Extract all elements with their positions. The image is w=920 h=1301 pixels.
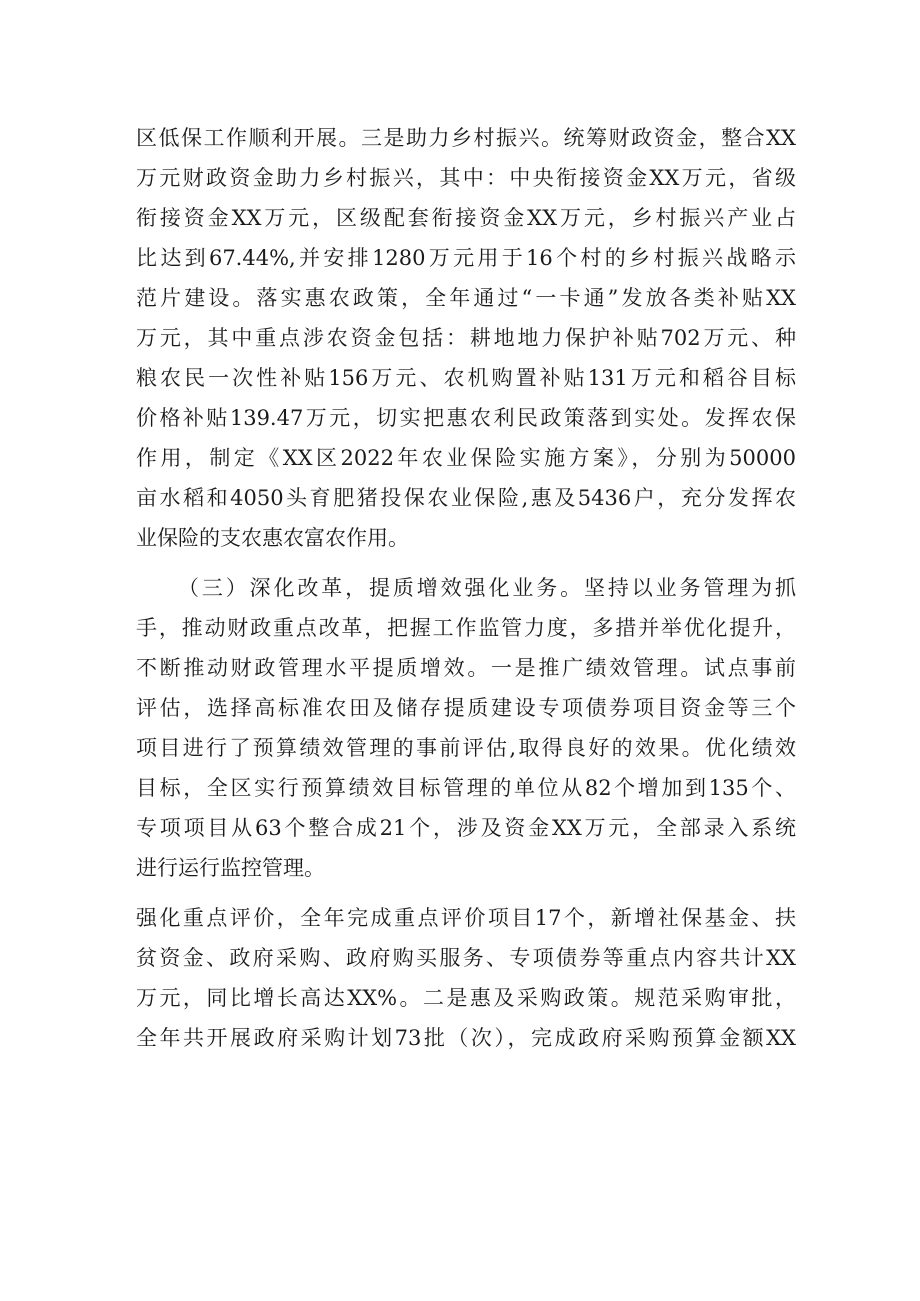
text-line-18: 专项项目从63个整合成21个，涉及资金XX万元，全部录入系统: [136, 816, 796, 840]
text-line-23: 全年共开展政府采购计划73批（次），完成政府采购预算金额XX: [136, 1026, 796, 1050]
text-line-21: 贫资金、政府采购、政府购买服务、专项债券等重点内容共计XX: [136, 946, 796, 970]
section-heading-line: （三）深化改革，提质增效强化业务。坚持以业务管理为抓: [178, 576, 796, 600]
text-line-13: 手，推动财政重点改革，把握工作监管力度，多措并举优化提升，: [136, 616, 796, 640]
text-line-3: 衔接资金XX万元，区级配套衔接资金XX万元，乡村振兴产业占: [136, 206, 796, 230]
text-line-5: 范片建设。落实惠农政策，全年通过“一卡通”发放各类补贴XX: [136, 286, 796, 310]
text-line-4: 比达到67.44%,并安排1280万元用于16个村的乡村振兴战略示: [136, 246, 796, 270]
text-line-15: 评估，选择高标准农田及储存提质建设专项债券项目资金等三个: [136, 696, 796, 720]
text-line-6: 万元，其中重点涉农资金包括：耕地地力保护补贴702万元、种: [136, 326, 796, 350]
text-line-20: 强化重点评价，全年完成重点评价项目17个，新增社保基金、扶: [136, 906, 796, 930]
text-line-9: 作用，制定《XX区2022年农业保险实施方案》，分别为50000: [136, 446, 796, 470]
text-line-17: 目标，全区实行预算绩效目标管理的单位从82个增加到135个、: [136, 776, 796, 800]
text-line-16: 项目进行了预算绩效管理的事前评估,取得良好的效果。优化绩效: [136, 736, 796, 760]
text-line-22: 万元，同比增长高达XX%。二是惠及采购政策。规范采购审批，: [136, 986, 796, 1010]
text-line-7: 粮农民一次性补贴156万元、农机购置补贴131万元和稻谷目标: [136, 366, 796, 390]
text-line-2: 万元财政资金助力乡村振兴，其中：中央衔接资金XX万元，省级: [136, 166, 796, 190]
text-line-11: 业保险的支农惠农富农作用。: [136, 526, 409, 550]
text-line-14: 不断推动财政管理水平提质增效。一是推广绩效管理。试点事前: [136, 656, 796, 680]
text-line-10: 亩水稻和4050头育肥猪投保农业保险,惠及5436户，充分发挥农: [136, 486, 796, 510]
text-line-1: 区低保工作顺利开展。三是助力乡村振兴。统筹财政资金，整合XX: [136, 126, 796, 150]
text-line-19: 进行运行监控管理。: [136, 856, 325, 880]
text-line-8: 价格补贴139.47万元，切实把惠农利民政策落到实处。发挥农保: [136, 406, 796, 430]
